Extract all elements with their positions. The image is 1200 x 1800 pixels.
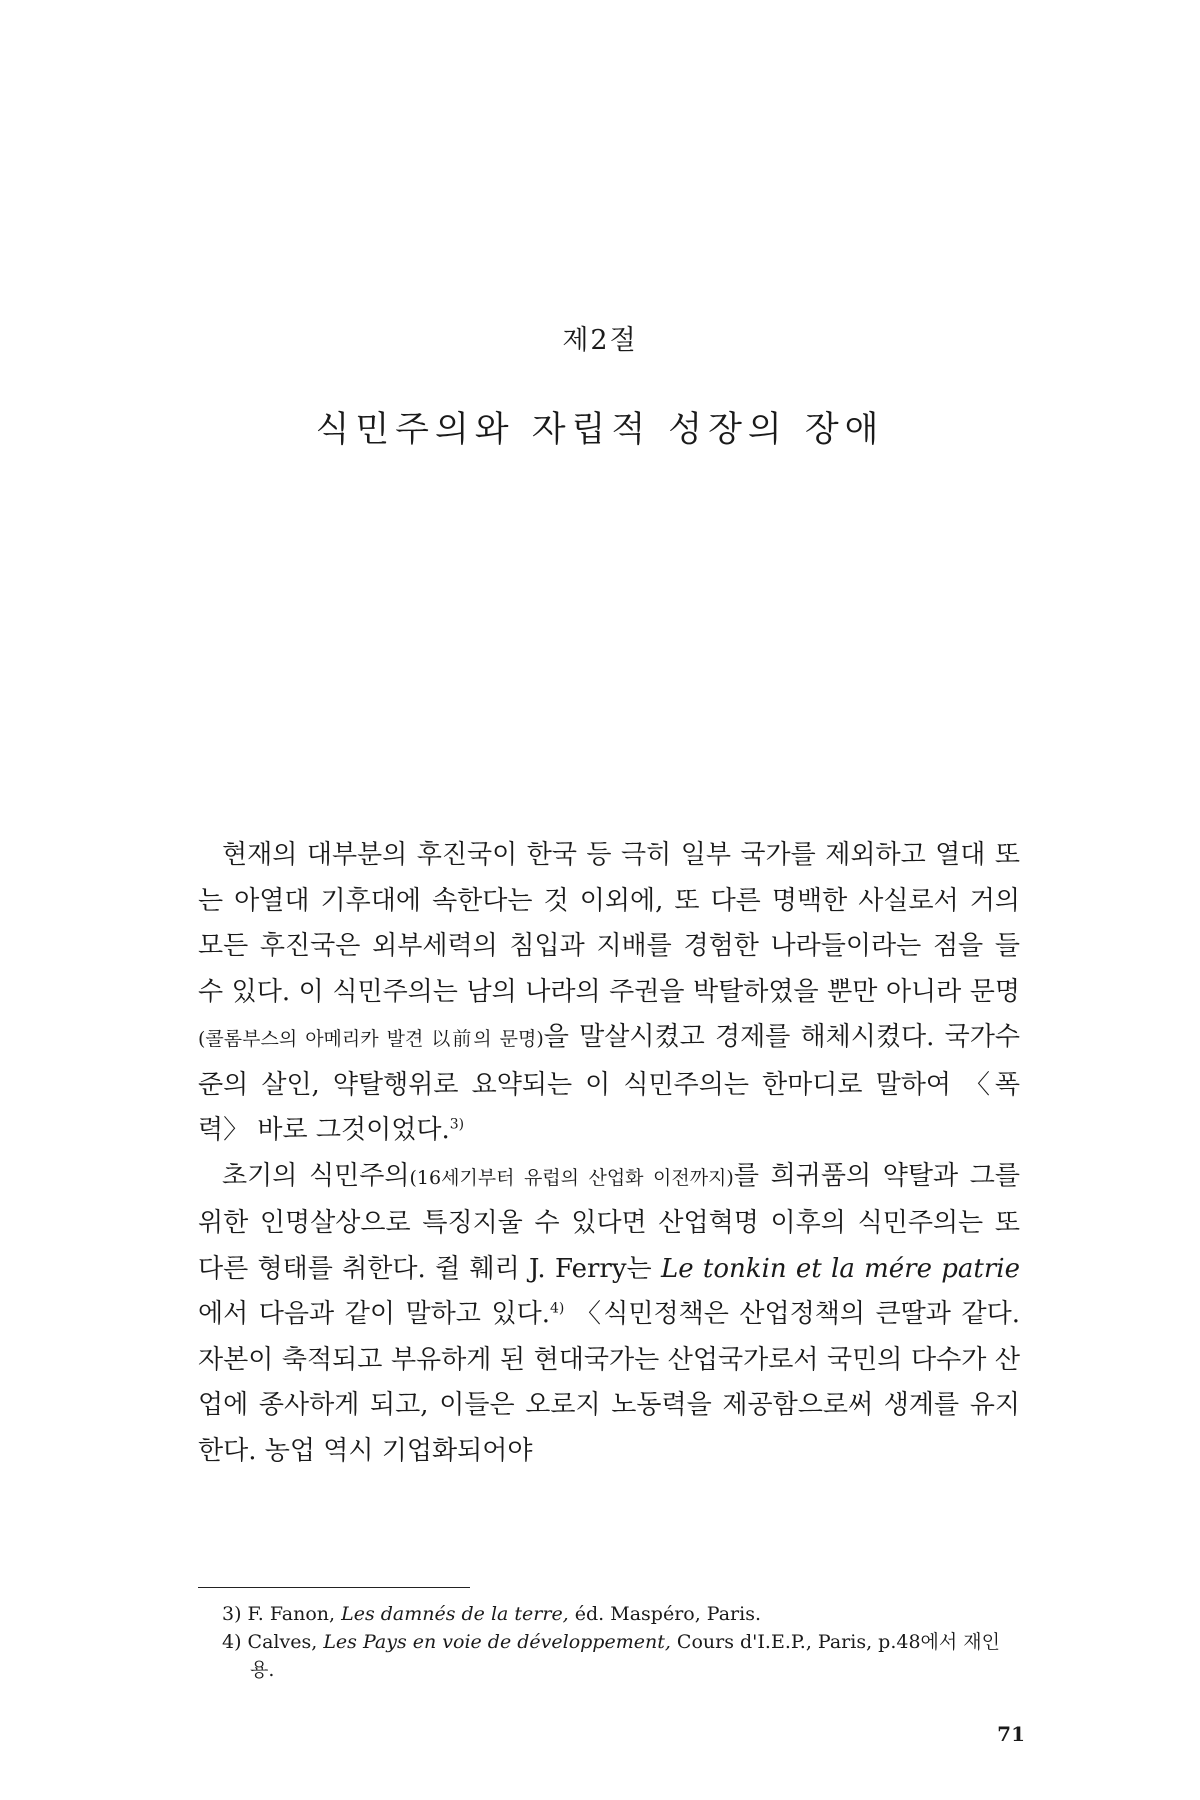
paragraph-2-after: 에서 다음과 같이 말하고 있다. bbox=[198, 1299, 550, 1329]
footnote-divider bbox=[198, 1587, 470, 1588]
paragraph-1-parenthetical: (콜롬부스의 아메리카 발견 以前의 문명) bbox=[198, 1028, 544, 1050]
footnote-author: Calves, bbox=[241, 1631, 324, 1653]
paragraph-1-text-end: 을 말살시켰고 경제를 해체시켰다. 국가수준의 살인, 약탈행위로 요약되는 이 식민주의는 한마디로 말하여 〈폭력〉 바로 그것이었다. bbox=[198, 1022, 1020, 1145]
section-number: 제2절 bbox=[562, 325, 638, 356]
paragraph-2-start: 초기의 식민주의 bbox=[222, 1160, 410, 1191]
paragraph-2-mid: 를 희귀품의 약탈과 그를 위한 인명살상으로 특징지울 수 있다면 산업혁명 이후의 식민주의는 또 다른 형태를 취한다. 쥘 훼리 J. Ferry는 bbox=[198, 1160, 1020, 1284]
body-text bbox=[198, 833, 1020, 1474]
footnote-ref-4[interactable]: 4) bbox=[549, 1300, 565, 1317]
paragraph-2 bbox=[198, 1154, 1020, 1475]
paragraph-2-parenthetical: (16세기부터 유럽의 산업화 이전까지) bbox=[409, 1166, 734, 1189]
footnote-number: 4) bbox=[222, 1631, 242, 1653]
section-title: 식민주의와 자립적 성장의 장애 bbox=[315, 410, 885, 450]
footnote-ref-3[interactable]: 3) bbox=[449, 1116, 465, 1133]
footnote-publication: éd. Maspéro, Paris. bbox=[568, 1603, 762, 1625]
cited-work-title: Le tonkin et la mére patrie bbox=[660, 1253, 1021, 1284]
footnote-3 bbox=[222, 1600, 1022, 1628]
footnote-work-title: Les damnés de la terre, bbox=[341, 1603, 569, 1625]
footnote-number: 3) bbox=[222, 1603, 242, 1625]
paragraph-1 bbox=[198, 833, 1020, 1154]
footnote-publication: Cours d'I.E.P., Paris, p.48에서 재인용. bbox=[250, 1631, 1000, 1681]
footnote-4 bbox=[222, 1628, 1022, 1684]
footnotes bbox=[222, 1600, 1022, 1684]
paragraph-2-quote: 〈식민정책은 산업정책의 큰딸과 같다. 자본이 축적되고 부유하게 된 현대국가는 산업국가로서 국민의 다수가 산업에 종사하게 되고, 이들은 오로지 노동력을 제공함으로써 생계를 유지한다. 농업 역시 기업화되어야 bbox=[198, 1299, 1020, 1466]
page-number: 71 bbox=[997, 1722, 1025, 1746]
footnote-work-title: Les Pays en voie de développement, bbox=[323, 1631, 671, 1653]
footnote-author: F. Fanon, bbox=[241, 1603, 342, 1625]
paragraph-1-text: 현재의 대부분의 후진국이 한국 등 극히 일부 국가를 제외하고 열대 또는 아열대 기후대에 속한다는 것 이외에, 또 다른 명백한 사실로서 거의 모든 후진국은 외부세력의 침입과 지배를 경험한 나라들이라는 점을 들 수 있다. 이 식민주의는 남의 나라의 주권을 박탈하였을 뿐만 아니라 문명 bbox=[198, 840, 1020, 1007]
